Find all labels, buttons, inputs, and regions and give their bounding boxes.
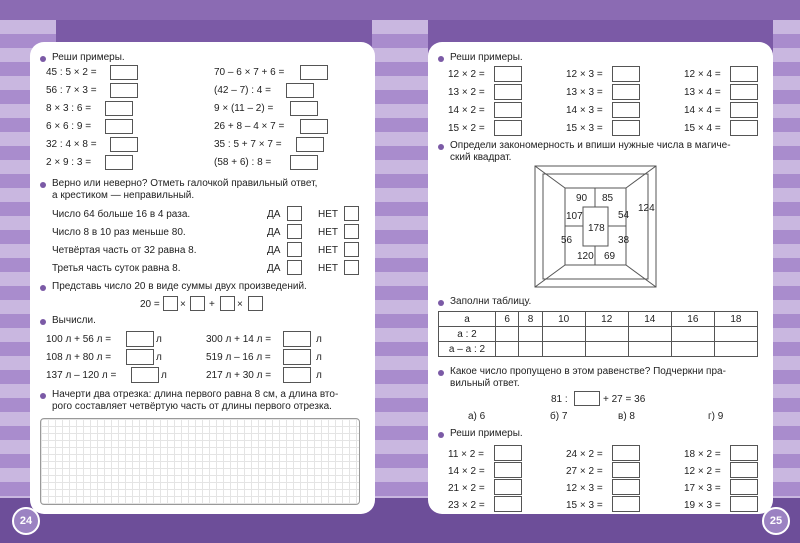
magic-number: 124 [638,203,655,214]
magic-number: 56 [561,235,573,246]
ex5-title: Начерти два отрезка: длина первого равна 8 см, а длина вто- [52,389,339,400]
bullet-icon [438,300,444,306]
ex1-item: 9 × (11 – 2) = [214,103,274,114]
bullet-icon [40,285,46,291]
answer-box[interactable] [105,101,133,116]
magic-number: 90 [576,193,588,204]
table-cell: 16 [671,312,714,327]
ex1-item: (58 + 6) : 8 = [214,157,272,168]
drawing-area[interactable] [40,418,360,505]
answer-box[interactable] [730,479,758,495]
answer-box[interactable] [494,84,522,100]
answer-box[interactable] [494,66,522,82]
yes-label: ДА [267,227,281,238]
answer-option[interactable]: б) 7 [550,411,568,422]
ex1-item: 12 × 4 = [684,69,721,80]
table-cell-input[interactable] [628,342,671,357]
table-cell-input[interactable] [671,327,714,342]
ex5-item: 19 × 3 = [684,500,721,511]
yes-checkbox[interactable] [287,206,302,221]
table-row-label: а – а : 2 [439,342,496,357]
ex2-title: Верно или неверно? Отметь галочкой правильный ответ, [52,178,318,189]
answer-option[interactable]: в) 8 [618,411,635,422]
answer-box[interactable] [105,119,133,134]
table-cell: а [439,312,496,327]
ex4-item: 300 л + 14 л = [206,334,272,345]
unit-label: л [161,370,167,381]
magic-number: 85 [602,193,614,204]
statement: Четвёртая часть от 32 равна 8. [52,245,197,256]
no-checkbox[interactable] [344,224,359,239]
ex1-item: (42 – 7) : 4 = [214,85,271,96]
statement: Число 8 в 10 раз меньше 80. [52,227,186,238]
right-stripes [773,20,800,498]
ex5-item: 17 × 3 = [684,483,721,494]
ex1-title: Реши примеры. [450,52,523,63]
answer-box[interactable] [612,445,640,461]
answer-box[interactable] [248,296,263,311]
ex1-item: 56 : 7 × 3 = [46,85,97,96]
ex1-item: 15 × 3 = [566,123,603,134]
no-checkbox[interactable] [344,242,359,257]
answer-box[interactable] [730,462,758,478]
answer-box[interactable] [494,445,522,461]
top-band [0,0,800,20]
answer-box[interactable] [190,296,205,311]
answer-box[interactable] [131,367,159,383]
ex3-title: Представь число 20 в виде суммы двух произведений. [52,281,307,292]
yes-checkbox[interactable] [287,260,302,275]
unit-label: л [316,334,322,345]
ex5-item: 18 × 2 = [684,449,721,460]
table-cell-input[interactable] [496,342,519,357]
table-cell-input[interactable] [585,327,628,342]
answer-box[interactable] [283,349,311,365]
answer-box[interactable] [126,349,154,365]
statement: Число 64 больше 16 в 4 раза. [52,209,191,220]
answer-option[interactable]: а) 6 [468,411,486,422]
table-row-label: а : 2 [439,327,496,342]
ex4-title: Какое число пропущено в этом равенстве? Подчеркни пра- [450,366,726,377]
ex3-lead: 20 = [140,299,160,310]
table-cell-input[interactable] [496,327,519,342]
answer-box[interactable] [612,479,640,495]
ex2-title-cont: а крестиком — неправильный. [52,190,195,201]
ex5-title-cont: рого составляет четвёртую часть от длины первого отрезка. [52,401,332,412]
table-cell-input[interactable] [714,342,757,357]
table-cell: 10 [542,312,585,327]
no-checkbox[interactable] [344,206,359,221]
ex4-item: 108 л + 80 л = [46,352,112,363]
answer-box[interactable] [730,496,758,512]
plus-sign: + [209,299,215,310]
yes-checkbox[interactable] [287,242,302,257]
answer-box[interactable] [730,120,758,136]
times-sign: × [237,299,243,310]
ex1-item: 45 : 5 × 2 = [46,67,97,78]
ex4-item: 519 л – 16 л = [206,352,271,363]
ex4-item: 217 л + 30 л = [206,370,272,381]
magic-number: 120 [577,251,594,262]
table-cell-input[interactable] [542,327,585,342]
equation-left: 81 : [551,394,568,405]
answer-box[interactable] [612,102,640,118]
answer-box[interactable] [730,445,758,461]
yes-label: ДА [267,263,281,274]
ex1-item: 6 × 6 : 9 = [46,121,92,132]
answer-box[interactable] [105,155,133,170]
answer-box[interactable] [612,84,640,100]
table-cell: 8 [519,312,542,327]
magic-number: 107 [566,211,583,222]
answer-box[interactable] [286,83,314,98]
bullet-icon [438,144,444,150]
answer-box[interactable] [110,65,138,80]
ex3-title: Заполни таблицу. [450,296,532,307]
answer-box[interactable] [494,462,522,478]
bullet-icon [40,56,46,62]
ex5-item: 27 × 2 = [566,466,603,477]
answer-box[interactable] [612,66,640,82]
answer-box[interactable] [110,137,138,152]
ex1-title: Реши примеры. [52,52,125,63]
ex1-item: 14 × 3 = [566,105,603,116]
answer-box[interactable] [290,101,318,116]
answer-box[interactable] [300,65,328,80]
ex4-title-cont: вильный ответ. [450,378,520,389]
ex4-item: 137 л – 120 л = [46,370,117,381]
table-cell-input[interactable] [628,327,671,342]
ex1-item: 35 : 5 + 7 × 7 = [214,139,282,150]
no-label: НЕТ [318,245,338,256]
unit-label: л [156,334,162,345]
answer-box[interactable] [494,102,522,118]
answer-box[interactable] [612,120,640,136]
page-number-right: 25 [762,507,790,535]
ex5-item: 23 × 2 = [448,500,485,511]
bullet-icon [438,370,444,376]
bullet-icon [40,393,46,399]
table-cell-input[interactable] [519,327,542,342]
ex1-item: 12 × 3 = [566,69,603,80]
table-cell-input[interactable] [671,342,714,357]
ex5-item: 11 × 2 = [448,449,484,460]
table-cell-input[interactable] [585,342,628,357]
ex2-title: Определи закономерность и впиши нужные числа в магиче- [450,140,731,151]
answer-box[interactable] [220,296,235,311]
fill-table [438,311,758,357]
answer-box[interactable] [110,83,138,98]
left-page [30,42,375,514]
ex1-item: 15 × 2 = [448,123,485,134]
ex5-title: Реши примеры. [450,428,523,439]
no-label: НЕТ [318,227,338,238]
center-stripes [372,20,428,498]
answer-box[interactable] [126,331,154,347]
ex4-title: Вычисли. [52,315,96,326]
table-row [439,327,758,342]
magic-number: 69 [604,251,616,262]
ex1-item: 70 – 6 × 7 + 6 = [214,67,285,78]
answer-box[interactable] [163,296,178,311]
table-row [439,342,758,357]
answer-box[interactable] [283,331,311,347]
answer-box[interactable] [730,84,758,100]
ex1-item: 26 + 8 – 4 × 7 = [214,121,285,132]
answer-box[interactable] [612,496,640,512]
ex5-item: 12 × 2 = [684,466,721,477]
table-header-row [439,312,758,327]
table-cell: 18 [714,312,757,327]
ex1-item: 13 × 2 = [448,87,485,98]
table-cell-input[interactable] [519,342,542,357]
ex1-item: 13 × 4 = [684,87,721,98]
no-checkbox[interactable] [344,260,359,275]
table-cell: 12 [585,312,628,327]
ex2-title-cont: ский квадрат. [450,152,512,163]
table-cell: 6 [496,312,519,327]
answer-box[interactable] [730,102,758,118]
page-number-left: 24 [12,507,40,535]
magic-number: 178 [588,223,605,234]
answer-box[interactable] [283,367,311,383]
right-page [428,42,773,514]
unit-label: л [156,352,162,363]
ex5-item: 15 × 3 = [566,500,603,511]
bullet-icon [40,182,46,188]
magic-number: 38 [618,235,630,246]
answer-box[interactable] [494,120,522,136]
magic-number: 54 [618,210,630,221]
ex1-item: 14 × 2 = [448,105,485,116]
answer-option[interactable]: г) 9 [708,411,724,422]
answer-box[interactable] [494,496,522,512]
yes-checkbox[interactable] [287,224,302,239]
ex1-item: 12 × 2 = [448,69,485,80]
equation-right: + 27 = 36 [603,394,646,405]
statement: Третья часть суток равна 8. [52,263,181,274]
ex1-item: 8 × 3 : 6 = [46,103,92,114]
ex5-item: 24 × 2 = [566,449,603,460]
answer-box[interactable] [290,155,318,170]
bullet-icon [40,319,46,325]
table-cell: 14 [628,312,671,327]
yes-label: ДА [267,245,281,256]
answer-box[interactable] [494,479,522,495]
answer-box[interactable] [296,137,324,152]
unit-label: л [316,370,322,381]
table-cell-input[interactable] [542,342,585,357]
table-cell-input[interactable] [714,327,757,342]
ex1-item: 2 × 9 : 3 = [46,157,92,168]
unit-label: л [316,352,322,363]
ex1-item: 15 × 4 = [684,123,721,134]
bullet-icon [438,432,444,438]
ex1-item: 13 × 3 = [566,87,603,98]
no-label: НЕТ [318,263,338,274]
times-sign: × [180,299,186,310]
ex4-item: 100 л + 56 л = [46,334,112,345]
answer-box[interactable] [612,462,640,478]
yes-label: ДА [267,209,281,220]
no-label: НЕТ [318,209,338,220]
ex5-item: 12 × 3 = [566,483,603,494]
ex1-item: 32 : 4 × 8 = [46,139,97,150]
answer-box[interactable] [574,391,600,406]
ex1-item: 14 × 4 = [684,105,721,116]
ex5-item: 21 × 2 = [448,483,485,494]
answer-box[interactable] [300,119,328,134]
answer-box[interactable] [730,66,758,82]
ex5-item: 14 × 2 = [448,466,485,477]
bullet-icon [438,56,444,62]
